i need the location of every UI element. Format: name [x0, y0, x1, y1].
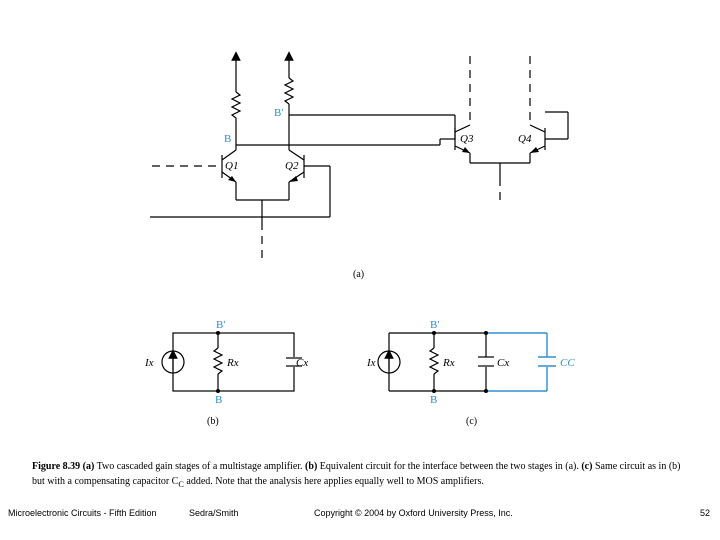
caption-c-text-end: added. Note that the analysis here applies equally well to MOS amplifiers. [183, 476, 484, 487]
footer-book-title: Microelectronic Circuits - Fifth Edition [8, 508, 157, 518]
q1-label: Q1 [225, 160, 239, 172]
node-b-label: B [224, 133, 232, 145]
q4-label: Q4 [518, 133, 532, 145]
caption-c-text: Same circuit as in (b) but with a compensating capacitor C [32, 461, 681, 487]
c-cc-label: CC [560, 357, 575, 369]
diagram-a-second-stage [353, 56, 568, 280]
q2-label: Q2 [285, 160, 299, 172]
footer-copyright: Copyright © 2004 by Oxford University Press, Inc. [314, 508, 513, 518]
diagram-a [150, 56, 455, 262]
b-ix-label: Ix [145, 357, 154, 369]
node-b-prime-label: B' [274, 107, 284, 119]
c-rx-label: Rx [443, 357, 455, 369]
diagram-b [144, 319, 308, 427]
figure-caption [32, 459, 692, 492]
caption-a-tag: (a) [82, 461, 95, 472]
footer-page-number: 52 [700, 508, 711, 518]
b-rx-label: Rx [227, 357, 239, 369]
c-ix-label: Ix [367, 357, 376, 369]
caption-a-text: Two cascaded gain stages of a multistage amplifier. [94, 461, 306, 472]
part-b-label: (b) [207, 416, 219, 427]
part-a-label: (a) [353, 269, 365, 280]
figure-number: Figure 8.39 [32, 461, 81, 472]
c-cx-label: Cx [497, 357, 510, 369]
q3-label: Q3 [460, 133, 474, 145]
c-node-b: B [430, 394, 438, 406]
c-node-b-prime: B' [430, 319, 440, 331]
b-cx-label: Cx [296, 357, 309, 369]
caption-b-tag: (b) [305, 461, 318, 472]
diagram-c [366, 319, 575, 427]
caption-c-sub: C [178, 480, 184, 489]
b-node-b-prime: B' [216, 319, 226, 331]
caption-b-text: Equivalent circuit for the interface between the two stages in (a). [317, 461, 582, 472]
part-c-label: (c) [466, 416, 478, 427]
footer-authors: Sedra/Smith [189, 508, 239, 518]
caption-c-tag: (c) [581, 461, 593, 472]
b-node-b: B [215, 394, 223, 406]
